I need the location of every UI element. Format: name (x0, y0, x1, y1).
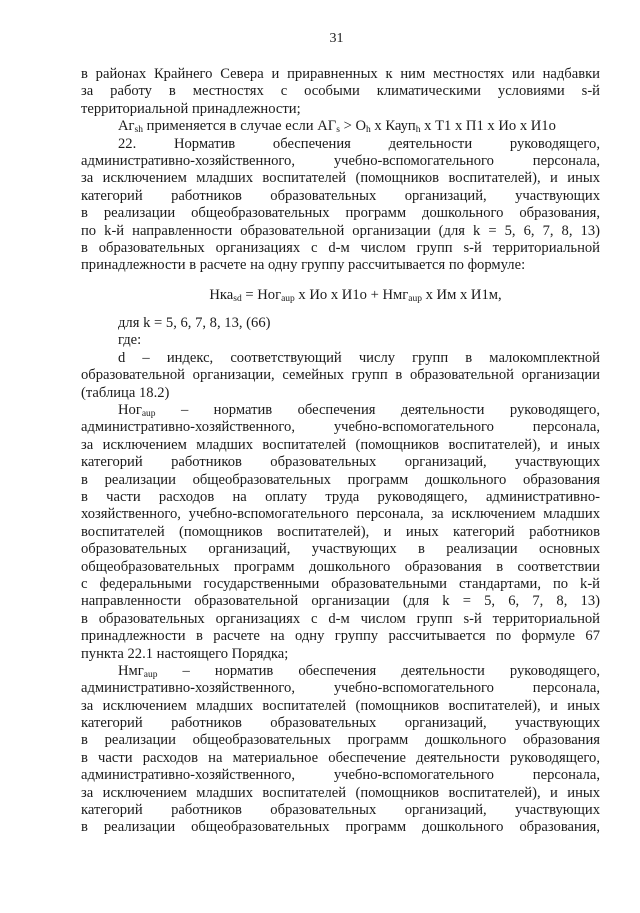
text-line: за исключением младших воспитателей (помощников воспитателей), и иных (81, 697, 600, 714)
text-line: категорий работников образовательных организаций, участвующих (81, 454, 600, 471)
text-line: Нмг$_{аup}$ – норматив обеспечения деятельности руководящего, (118, 662, 600, 680)
text-line: административно-хозяйственного, учебно-вспомогательного персонала, (81, 419, 600, 436)
text-line: категорий работников образовательных организаций, участвующих (81, 187, 600, 204)
text-line: категорий работников образовательных организаций, участвующих (81, 715, 600, 732)
where-label: где: (118, 332, 142, 349)
text-line: за исключением младших воспитателей (помощников воспитателей), и иных (81, 436, 600, 453)
text-line: в реализации общеобразовательных программ дошкольного образования (81, 471, 600, 488)
text-line: территориальной принадлежности; (81, 100, 301, 117)
formula-caption (81, 315, 600, 350)
text-line: принадлежности в расчете на одну группу рассчитывается по формуле 67 (81, 628, 600, 645)
text-line: хозяйственного, учебно-вспомогательного персонала, за исключением младших (81, 506, 600, 523)
text-line: административно-хозяйственного, учебно-вспомогательного персонала, (81, 767, 600, 784)
formula-number-line: для k = 5, 6, 7, 8, 13, (66) (118, 315, 271, 332)
text-line: в части расходов на материальное обеспечение деятельности руководящего, (81, 749, 600, 766)
text-line: в образовательных организациях с d-м числом групп s-й территориальной (81, 610, 600, 627)
text-line: в реализации общеобразовательных программ дошкольного образования, (81, 819, 600, 836)
text-line: административно-хозяйственного, учебно-вспомогательного персонала, (81, 680, 600, 697)
page-number: 31 (329, 31, 344, 46)
definition-d (81, 350, 600, 402)
text-line: административно-хозяйственного, учебно-вспомогательного персонала, (81, 152, 600, 169)
text-line: в образовательных организациях с d-м числом групп s-й территориальной (81, 239, 600, 256)
text-line: образовательных организаций, участвующих в реализации основных (81, 541, 600, 558)
text-line: за исключением младших воспитателей (помощников воспитателей), и иных (81, 170, 600, 187)
text-line: воспитателей (помощников воспитателей), и иных категорий работников (81, 523, 600, 540)
text-line: образовательной организации, семейных групп в образовательной организации (81, 367, 600, 384)
text-line: направленности образовательной организации (для k = 5, 6, 7, 8, 13) (81, 593, 600, 610)
text-line: принадлежности в расчете на одну группу рассчитывается по формуле: (81, 257, 526, 274)
text-line: 22. Норматив обеспечения деятельности руководящего, (118, 135, 600, 152)
condition-line: $Аг_{sh}$ применяется в случае если $АГ_s > О_h$ х Кауп$_h$ х Т1 х П1 х Ио х И1о (118, 118, 556, 136)
text-line: общеобразовательных программ дошкольного образования в соответствии (81, 558, 600, 575)
text-line: в реализации общеобразовательных программ дошкольного образования, (81, 205, 600, 222)
paragraph-22 (81, 136, 600, 275)
text-line: за исключением младших воспитателей (помощников воспитателей), и иных (81, 784, 600, 801)
text-line: с федеральными государственными образовательными стандартами, по k-й (81, 575, 600, 592)
text-line: d – индекс, соответствующий числу групп в малокомплектной (118, 349, 600, 366)
text-line: в районах Крайнего Севера и приравненных к ним местностях или надбавки (81, 66, 600, 82)
definition-nmg (81, 663, 600, 837)
formula-66: Нка$_{sd}$ = Ног$_{аup}$ х Ио х И1о + Нмг$_{аup}$ х Им х И1м, (209, 286, 502, 304)
definition-nog (81, 402, 600, 663)
text-line: в реализации общеобразовательных программ дошкольного образования (81, 732, 600, 749)
text-line: (таблица 18.2) (81, 384, 170, 401)
text-line: в части расходов на оплату труда руководящего, административно- (81, 488, 600, 505)
paragraph-northern-regions (81, 66, 600, 118)
text-line: категорий работников образовательных организаций, участвующих (81, 802, 600, 819)
text-line: пункта 22.1 настоящего Порядка; (81, 645, 289, 662)
text-line: за работу в местностях с особыми климатическими условиями s-й (81, 83, 600, 100)
text-line: по k-й направленности образовательной организации (для k = 5, 6, 7, 8, 13) (81, 222, 600, 239)
text-line: Ног$_{аup}$ – норматив обеспечения деятельности руководящего, (118, 402, 600, 420)
